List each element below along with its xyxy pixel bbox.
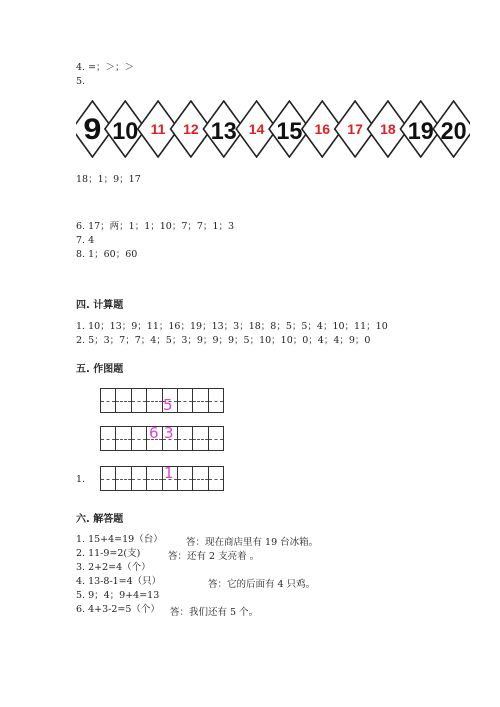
solution-eq-3: 3. 2+2=4（个） <box>76 562 151 573</box>
section-6-title: 六. 解答题 <box>76 514 124 525</box>
diamond-number: 10 <box>112 118 139 145</box>
answer-line-4: 4. =；＞；＞ <box>76 62 135 73</box>
writing-grid-1 <box>100 388 224 413</box>
diamond-number: 9 <box>83 113 102 146</box>
answer-line-7: 7. 4 <box>76 235 95 246</box>
solution-eq-1: 1. 15+4=19（台） <box>76 534 163 545</box>
diamond-number: 13 <box>210 118 237 145</box>
grid-3-digit: 1 <box>164 464 174 482</box>
solution-eq-2: 2. 11-9=2(支) <box>76 548 141 559</box>
solution-ans-4: 答：它的后面有 4 只鸡。 <box>208 579 316 590</box>
diamond-number: 15 <box>276 118 303 145</box>
grid-2-digit-a: 6 <box>149 424 159 442</box>
diamond-number: 19 <box>407 118 434 145</box>
diamond-answer: 18；1；9；17 <box>76 174 141 185</box>
section-5-title: 五. 作图题 <box>76 364 124 375</box>
diamond-number: 16 <box>314 121 331 137</box>
number-diamond-row <box>76 100 470 158</box>
diamond-number: 11 <box>150 121 166 137</box>
solution-eq-6: 6. 4+3-2=5（个） <box>76 604 160 615</box>
grid-3-label: 1. <box>76 474 86 485</box>
diamond-number: 14 <box>248 121 265 137</box>
calc-line-2: 2. 5；3；7；7；4；5；3；9；9；9；5；10；10；0；4；4；9；0 <box>76 335 371 346</box>
diamond-number: 20 <box>440 118 467 145</box>
grid-2-digit-b: 3 <box>164 424 174 442</box>
solution-eq-5: 5. 9；4；9+4=13 <box>76 590 160 601</box>
writing-grid-3 <box>100 466 224 491</box>
calc-line-1: 1. 10；13；9；11；16；19；13；3；18；8；5；5；4；10；11；10 <box>76 321 388 332</box>
writing-grid-2 <box>100 426 224 451</box>
answer-line-8: 8. 1；60；60 <box>76 249 138 260</box>
solution-ans-1: 答：现在商店里有 19 台冰箱。 <box>186 537 319 548</box>
answer-line-6: 6. 17；两；1；1；10；7；7；1；3 <box>76 221 235 232</box>
solution-eq-4: 4. 13-8-1=4（只） <box>76 576 162 587</box>
solution-ans-6: 答：我们还有 5 个。 <box>170 607 259 618</box>
diamond-number: 18 <box>380 121 396 137</box>
answer-line-5: 5. <box>76 76 86 87</box>
section-4-title: 四. 计算题 <box>76 300 124 311</box>
diamond-number: 12 <box>183 121 199 137</box>
solution-ans-2: 答：还有 2 支亮着 。 <box>168 551 260 562</box>
diamond-number: 17 <box>347 121 363 137</box>
grid-1-digit: 5 <box>163 396 173 414</box>
